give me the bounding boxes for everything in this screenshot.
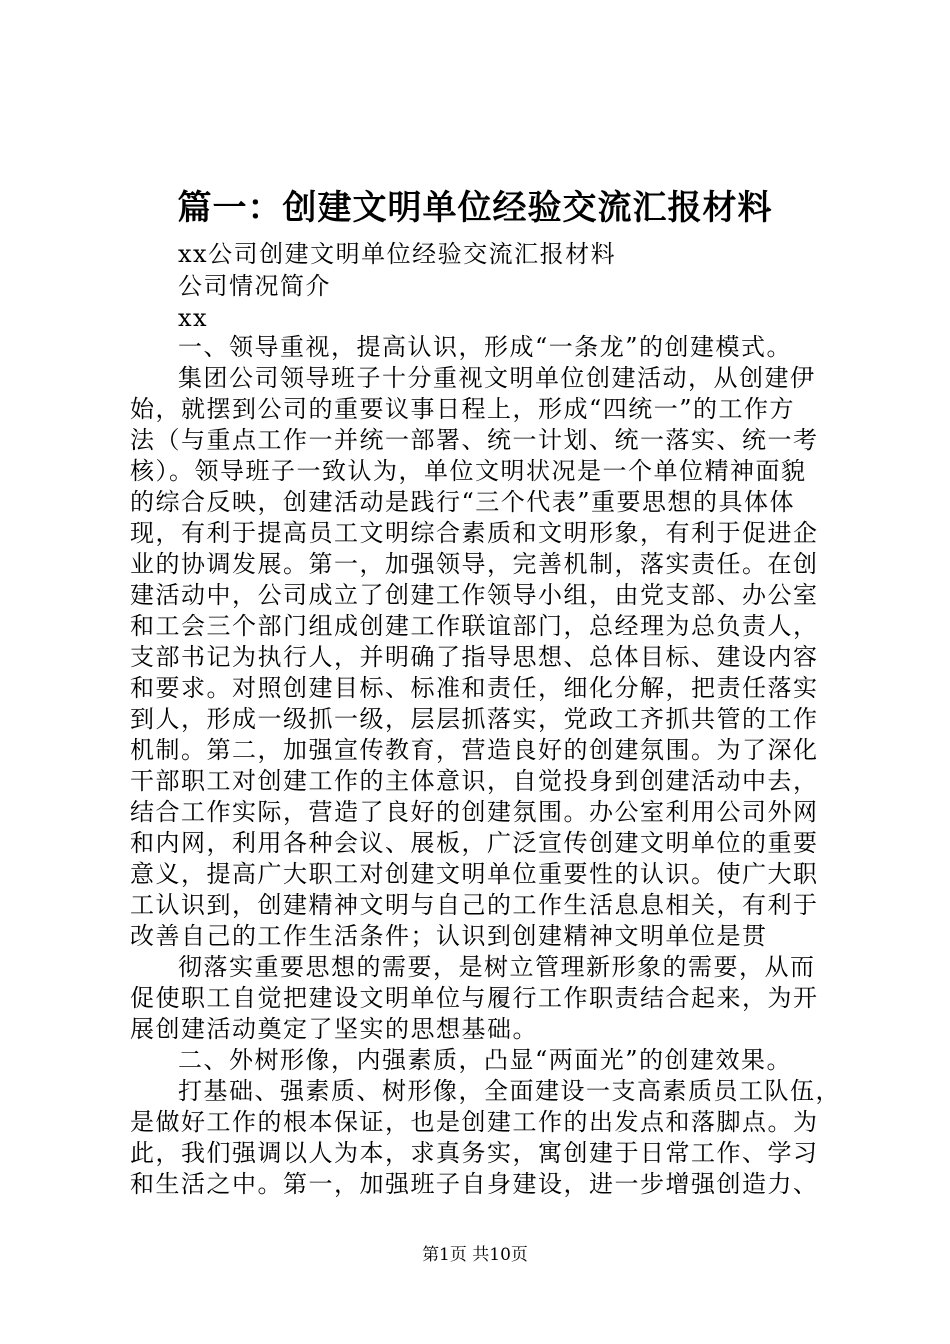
text-line: 集团公司领导班子十分重视文明单位创建活动，从创建伊 [178, 364, 816, 392]
text-line: 业的协调发展。第一，加强领导，完善机制，落实责任。在创 [130, 550, 819, 578]
text-line: 和内网，利用各种会议、展板，广泛宣传创建文明单位的重要 [130, 829, 819, 857]
text-line: xx [178, 304, 209, 332]
document-title: 篇一：创建文明单位经验交流汇报材料 [177, 188, 773, 228]
text-line: 干部职工对创建工作的主体意识，自觉投身到创建活动中去， [130, 767, 819, 795]
text-line: 支部书记为执行人，并明确了指导思想、总体目标、建设内容 [130, 643, 819, 671]
text-line: 彻落实重要思想的需要，是树立管理新形象的需要，从而 [178, 953, 816, 981]
text-line: 建活动中，公司成立了创建工作领导小组，由党支部、办公室 [130, 581, 819, 609]
text-line: xx公司创建文明单位经验交流汇报材料 [178, 240, 617, 268]
page-footer: 第1页 共10页 [422, 1245, 528, 1265]
text-line: 和生活之中。第一，加强班子自身建设，进一步增强创造力、 [130, 1170, 819, 1198]
text-line: 公司情况简介 [178, 272, 331, 300]
text-line: 结合工作实际，营造了良好的创建氛围。办公室利用公司外网 [130, 798, 819, 826]
text-line: 核）。领导班子一致认为，单位文明状况是一个单位精神面貌 [130, 457, 807, 485]
text-line: 工认识到，创建精神文明与自己的工作生活息息相关，有利于 [130, 891, 819, 919]
text-line: 现，有利于提高员工文明综合素质和文明形象，有利于促进企 [130, 519, 819, 547]
text-line: 意义，提高广大职工对创建文明单位重要性的认识。使广大职 [130, 860, 819, 888]
text-line: 和要求。对照创建目标、标准和责任，细化分解，把责任落实 [130, 674, 819, 702]
text-line: 此，我们强调以人为本，求真务实，寓创建于日常工作、学习 [130, 1139, 819, 1167]
text-line: 改善自己的工作生活条件；认识到创建精神文明单位是贯 [130, 922, 768, 950]
text-line: 机制。第二，加强宣传教育，营造良好的创建氛围。为了深化 [130, 736, 819, 764]
text-line: 打基础、强素质、树形像，全面建设一支高素质员工队伍， [178, 1077, 841, 1105]
text-line: 一、领导重视，提高认识，形成“一条龙”的创建模式。 [178, 333, 793, 361]
text-line: 的综合反映，创建活动是践行“三个代表”重要思想的具体体 [130, 488, 796, 516]
text-line: 到人，形成一级抓一级，层层抓落实，党政工齐抓共管的工作 [130, 705, 819, 733]
text-line: 二、外树形像，内强素质，凸显“两面光”的创建效果。 [178, 1046, 793, 1074]
text-line: 促使职工自觉把建设文明单位与履行工作职责结合起来，为开 [130, 984, 819, 1012]
text-line: 和工会三个部门组成创建工作联谊部门，总经理为总负责人， [130, 612, 819, 640]
text-line: 始，就摆到公司的重要议事日程上，形成“四统一”的工作方 [130, 395, 796, 423]
text-line: 是做好工作的根本保证，也是创建工作的出发点和落脚点。为 [130, 1108, 819, 1136]
text-line: 法（与重点工作一并统一部署、统一计划、统一落实、统一考 [130, 426, 819, 454]
text-line: 展创建活动奠定了坚实的思想基础。 [130, 1015, 538, 1043]
